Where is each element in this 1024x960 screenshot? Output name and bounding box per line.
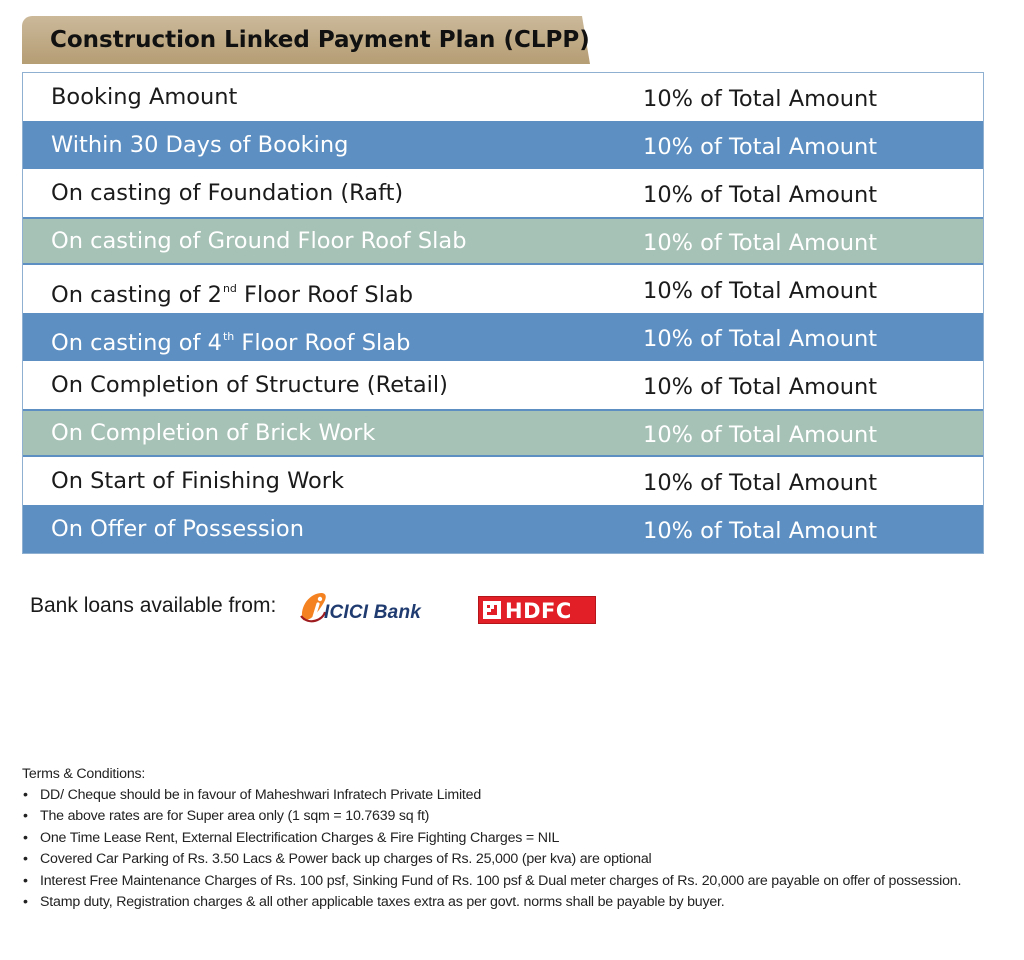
table-row <box>23 265 983 313</box>
table-row <box>23 73 983 121</box>
list-item: • Interest Free Maintenance Charges of Rs. 100 psf, Sinking Fund of Rs. 100 psf & Dual meter charges of Rs. 20,000 are payable on offer of possession. <box>22 871 1012 892</box>
stage-label: On Completion of Brick Work <box>51 420 376 446</box>
hdfc-mark-icon <box>483 601 501 619</box>
stage-label <box>51 265 413 319</box>
amount-label: 10% of Total Amount <box>643 470 878 496</box>
stage-label: On casting of Foundation (Raft) <box>51 180 404 206</box>
amount-label: 10% of Total Amount <box>643 422 878 448</box>
stage-text: On casting of 4 <box>51 330 222 356</box>
icici-bank-name: ICICI Bank <box>324 602 422 623</box>
stage-label <box>51 313 410 367</box>
stage-label: On Offer of Possession <box>51 516 304 542</box>
table-row <box>23 313 983 361</box>
amount-label: 10% of Total Amount <box>643 230 878 256</box>
table-row <box>23 217 983 265</box>
stage-text: Floor Roof Slab <box>236 282 414 308</box>
bank-loans-label: Bank loans available from: <box>30 594 277 617</box>
list-item: • The above rates are for Super area only (1 sqm = 10.7639 sq ft) <box>22 806 1012 827</box>
stage-label: On Completion of Structure (Retail) <box>51 372 448 398</box>
page-title: Construction Linked Payment Plan (CLPP) <box>50 27 590 53</box>
table-row <box>23 361 983 409</box>
list-item: • Covered Car Parking of Rs. 3.50 Lacs & Power back up charges of Rs. 25,000 (per kva) are optional <box>22 849 1012 870</box>
amount-label: 10% of Total Amount <box>643 182 878 208</box>
amount-label: 10% of Total Amount <box>643 278 878 304</box>
hdfc-logo <box>478 596 596 624</box>
amount-label: 10% of Total Amount <box>643 326 878 352</box>
table-row <box>23 121 983 169</box>
list-item: • DD/ Cheque should be in favour of Maheshwari Infratech Private Limited <box>22 785 1012 806</box>
table-row <box>23 457 983 505</box>
ordinal-suffix: nd <box>222 282 237 295</box>
amount-label: 10% of Total Amount <box>643 518 878 544</box>
list-item: • Stamp duty, Registration charges & all other applicable taxes extra as per govt. norms shall be payable by buyer. <box>22 892 1012 913</box>
terms-heading: Terms & Conditions: <box>22 766 146 782</box>
table-row <box>23 409 983 457</box>
ordinal-suffix: th <box>222 330 235 343</box>
stage-text: Floor Roof Slab <box>234 330 411 356</box>
stage-text: On casting of 2 <box>51 282 222 308</box>
amount-label: 10% of Total Amount <box>643 374 878 400</box>
table-row <box>23 169 983 217</box>
table-row <box>23 505 983 553</box>
terms-list <box>22 785 1012 913</box>
stage-label: On Start of Finishing Work <box>51 468 345 494</box>
list-item: • One Time Lease Rent, External Electrification Charges & Fire Fighting Charges = NIL <box>22 828 1012 849</box>
amount-label: 10% of Total Amount <box>643 86 878 112</box>
stage-label: On casting of Ground Floor Roof Slab <box>51 228 467 254</box>
terms-and-conditions <box>22 764 1012 913</box>
stage-label: Within 30 Days of Booking <box>51 132 349 158</box>
amount-label: 10% of Total Amount <box>643 134 878 160</box>
hdfc-name: HDFC <box>505 599 572 623</box>
payment-plan-table <box>22 72 984 554</box>
stage-label: Booking Amount <box>51 84 238 110</box>
